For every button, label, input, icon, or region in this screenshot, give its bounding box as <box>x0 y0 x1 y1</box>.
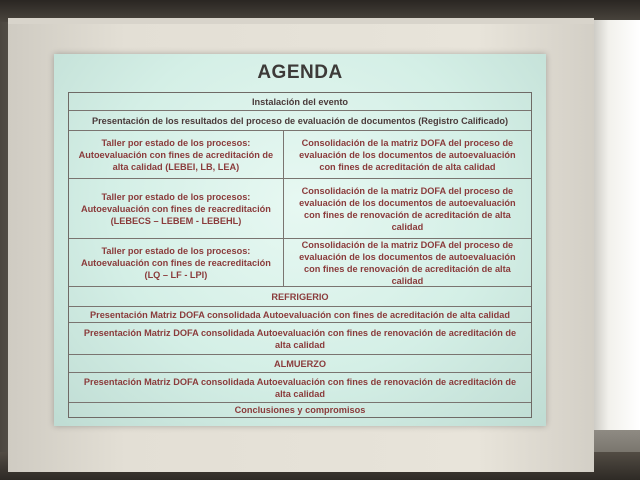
agenda-item: Instalación del evento <box>252 96 348 107</box>
agenda-row <box>69 323 531 355</box>
agenda-table <box>68 92 532 418</box>
agenda-workshop: Taller por estado de los procesos: Autoevaluación con fines de reacreditación (LEBECS – LEBEM - LEBEHL) <box>69 179 284 238</box>
agenda-row <box>69 373 531 403</box>
slide-title: AGENDA <box>257 62 343 83</box>
agenda-row <box>69 111 531 131</box>
agenda-item: Presentación de los resultados del proceso de evaluación de documentos (Registro Calificado) <box>91 115 509 126</box>
agenda-row <box>69 307 531 323</box>
agenda-break: ALMUERZO <box>273 358 327 369</box>
bright-window <box>588 20 640 440</box>
agenda-item: Presentación Matriz DOFA consolidada Autoevaluación con fines de acreditación de alta calidad <box>89 309 510 320</box>
agenda-row <box>69 239 531 287</box>
agenda-consolidation: Consolidación de la matriz DOFA del proceso de evaluación de los documentos de autoevaluación con fines de acreditación de alta calidad <box>299 137 516 172</box>
agenda-row <box>69 93 531 111</box>
agenda-item: Conclusiones y compromisos <box>234 405 366 415</box>
agenda-workshop: Taller por estado de los procesos: Autoevaluación con fines de acreditación de alta calidad (LEBEI, LB, LEA) <box>69 131 284 178</box>
agenda-row <box>69 131 531 179</box>
agenda-workshop: Taller por estado de los procesos: Autoevaluación con fines de reacreditación (LQ – LF - LPI) <box>69 239 284 286</box>
agenda-consolidation: Consolidación de la matriz DOFA del proceso de evaluación de los documentos de autoevaluación con fines de renovación de acreditación de alta calidad <box>299 239 516 286</box>
agenda-row <box>69 287 531 307</box>
agenda-break: REFRIGERIO <box>271 291 329 302</box>
agenda-row <box>69 403 531 417</box>
agenda-row <box>69 355 531 373</box>
agenda-row <box>69 179 531 239</box>
agenda-item: Presentación Matriz DOFA consolidada Autoevaluación con fines de renovación de acreditación de alta calidad <box>83 327 517 350</box>
projection-screen <box>8 18 594 472</box>
agenda-item: Presentación Matriz DOFA consolidada Autoevaluación con fines de renovación de acreditación de alta calidad <box>83 376 517 399</box>
agenda-consolidation: Consolidación de la matriz DOFA del proceso de evaluación de los documentos de autoevaluación con fines de renovación de acreditación de alta calidad <box>299 185 516 232</box>
projected-slide <box>54 54 546 426</box>
